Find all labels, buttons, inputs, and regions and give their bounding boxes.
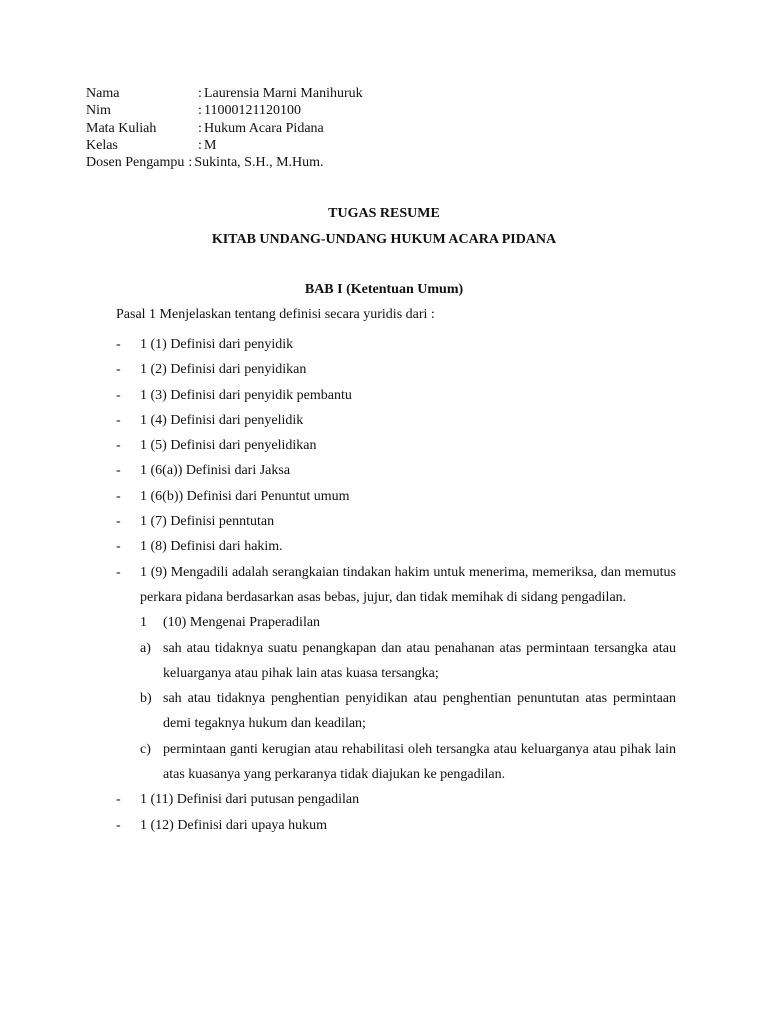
identity-separator: :: [198, 137, 202, 153]
point-marker: a): [140, 640, 151, 656]
list-item: [116, 560, 676, 611]
identity-label: Nama: [86, 86, 120, 101]
document-subject-title: KITAB UNDANG-UNDANG HUKUM ACARA PIDANA: [211, 232, 557, 247]
list-item-text: 1 (3) Definisi dari penyidik pembantu: [140, 387, 352, 403]
list-item: [116, 357, 676, 382]
list-item-text: 1 (9) Mengadili adalah serangkaian tindakan hakim untuk menerima, memeriksa, dan memutus perkara pidana berdasarkan asas bebas, jujur, dan tidak memihak di sidang pengadilan.: [140, 564, 676, 605]
chapter-heading: BAB I (Ketentuan Umum): [304, 282, 464, 297]
praperadilan-heading-text: (10) Mengenai Praperadilan: [163, 615, 321, 631]
list-item-text: 1 (11) Definisi dari putusan pengadilan: [140, 792, 360, 808]
identity-row-dosen: [86, 154, 363, 171]
list-item-text: 1 (5) Definisi dari penyelidikan: [140, 438, 317, 454]
identity-label: Dosen Pengampu: [86, 155, 185, 171]
list-item: [116, 534, 676, 559]
list-item-text: 1 (1) Definisi dari penyidik: [140, 337, 294, 352]
list-item-text: 1 (6(a)) Definisi dari Jaksa: [140, 463, 291, 479]
bullet-dash: -: [116, 817, 121, 833]
identity-block: [86, 85, 363, 171]
point-text: permintaan ganti kerugian atau rehabilitasi oleh tersangka atau keluarganya atau pihak lain atas kuasanya yang perkaranya tidak diajukan ke pengadilan.: [163, 741, 676, 783]
bullet-dash: -: [116, 387, 121, 403]
list-item-text: 1 (4) Definisi dari penyelidik: [140, 412, 304, 428]
identity-value: Hukum Acara Pidana: [204, 120, 324, 136]
bullet-dash: -: [116, 412, 121, 428]
bullet-dash: -: [116, 488, 121, 504]
list-item: [116, 509, 676, 534]
point-text: sah atau tidaknya penghentian penyidikan atau penghentian penuntutan atas permintaan demi tegaknya hukum dan keadilan;: [163, 691, 676, 732]
intro-paragraph: Pasal 1 Menjelaskan tentang definisi secara yuridis dari :: [116, 307, 435, 322]
list-item-text: 1 (7) Definisi penntutan: [140, 514, 275, 530]
list-item: [116, 787, 676, 812]
identity-label: Kelas: [86, 137, 118, 153]
point-text: sah atau tidaknya suatu penangkapan dan atau penahanan atas permintaan tersangka atau keluarganya atau pihak lain atas kuasa tersangka;: [163, 640, 676, 681]
bullet-dash: -: [116, 514, 121, 530]
list-item-text: 1 (8) Definisi dari hakim.: [140, 539, 283, 555]
identity-value: M: [204, 137, 217, 153]
praperadilan-heading: [140, 610, 676, 635]
bullet-dash: -: [116, 438, 121, 454]
identity-label: Nim: [86, 103, 111, 119]
identity-row-nama: [86, 85, 363, 102]
identity-value: Sukinta, S.H., M.Hum.: [194, 155, 324, 171]
list-item: [116, 383, 676, 408]
praperadilan-number: 1: [140, 615, 147, 631]
list-item-text: 1 (2) Definisi dari penyidikan: [140, 362, 307, 378]
list-item: [116, 458, 676, 483]
bullet-dash: -: [116, 792, 121, 808]
bullet-dash: -: [116, 539, 121, 555]
document-title: TUGAS RESUME: [328, 206, 440, 221]
point-marker: b): [140, 691, 152, 707]
list-item: [116, 484, 676, 509]
identity-separator: :: [198, 120, 202, 136]
list-item: [116, 813, 676, 838]
list-item: [116, 408, 676, 433]
list-item-text: 1 (12) Definisi dari upaya hukum: [140, 817, 328, 833]
identity-row-nim: [86, 102, 363, 119]
bullet-dash: -: [116, 337, 121, 352]
praperadilan-point: [140, 686, 676, 737]
bullet-dash: -: [116, 564, 121, 580]
definition-list: [116, 332, 676, 838]
identity-row-mata-kuliah: [86, 120, 363, 137]
identity-row-kelas: [86, 137, 363, 154]
identity-label: Mata Kuliah: [86, 120, 157, 136]
identity-separator: :: [198, 86, 202, 101]
bullet-dash: -: [116, 362, 121, 378]
list-item: [116, 332, 676, 357]
identity-separator: :: [188, 155, 193, 171]
identity-value: Laurensia Marni Manihuruk: [204, 86, 363, 101]
bullet-dash: -: [116, 463, 121, 479]
praperadilan-point: [140, 636, 676, 687]
list-item-text: 1 (6(b)) Definisi dari Penuntut umum: [140, 488, 350, 504]
praperadilan-point: [140, 737, 676, 788]
list-item: [116, 433, 676, 458]
identity-value: 11000121120100: [204, 103, 301, 119]
identity-separator: :: [198, 103, 202, 119]
point-marker: c): [140, 741, 151, 757]
